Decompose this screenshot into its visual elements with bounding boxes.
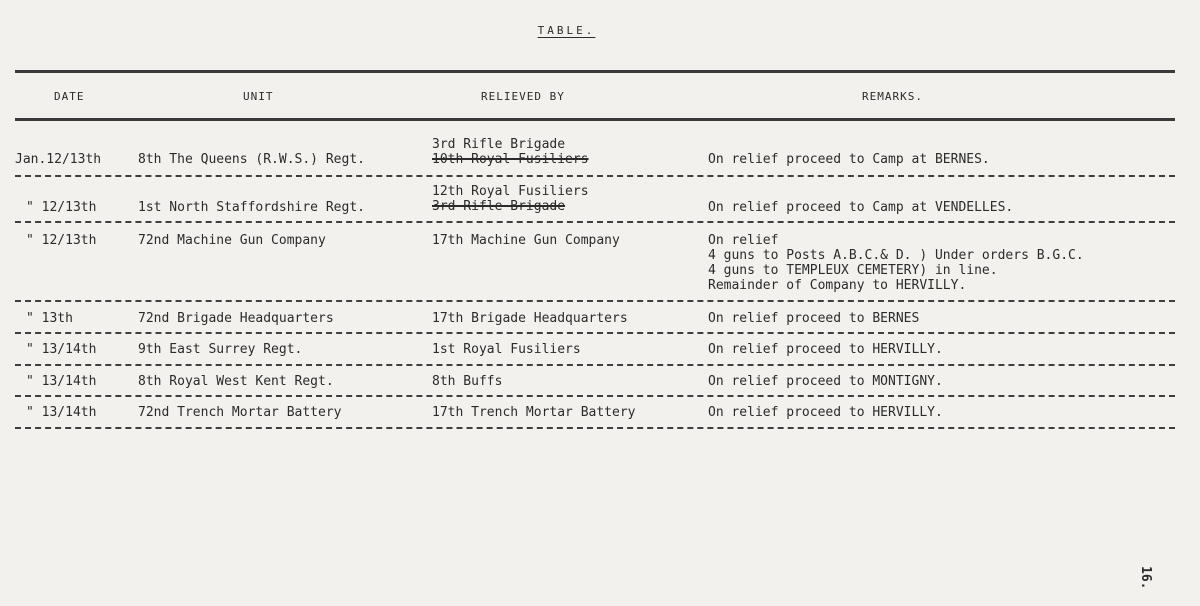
row-relieved-by-struck: 3rd Rifle Brigade xyxy=(432,199,566,214)
header-relieved-by: RELIEVED BY xyxy=(481,90,565,103)
row-divider xyxy=(15,364,1175,366)
row-remarks: On relief proceed to BERNES xyxy=(708,311,920,326)
row-date: " 13/14th xyxy=(26,374,97,389)
row-date: " 12/13th xyxy=(26,233,97,248)
row-divider xyxy=(15,300,1175,302)
row-divider xyxy=(15,427,1175,429)
row-unit: 72nd Brigade Headquarters xyxy=(138,311,334,326)
header-date: DATE xyxy=(54,90,85,103)
row-date: " 12/13th xyxy=(26,200,97,215)
top-rule xyxy=(15,70,1175,73)
row-remarks: On relief proceed to HERVILLY. xyxy=(708,405,943,420)
page-title: TABLE. xyxy=(537,24,596,37)
row-remarks: 4 guns to Posts A.B.C.& D. ) Under orders B.G.C. xyxy=(708,248,1084,263)
row-relieved-by: 12th Royal Fusiliers xyxy=(432,184,589,199)
header-unit: UNIT xyxy=(243,90,274,103)
row-unit: 72nd Machine Gun Company xyxy=(138,233,326,248)
row-relieved-by: 8th Buffs xyxy=(432,374,503,389)
page-number: 16. xyxy=(1138,566,1153,590)
row-divider xyxy=(15,221,1175,223)
row-remarks: On relief xyxy=(708,233,779,248)
row-remarks: On relief proceed to MONTIGNY. xyxy=(708,374,943,389)
row-remarks: On relief proceed to HERVILLY. xyxy=(708,342,943,357)
row-divider xyxy=(15,395,1175,397)
row-unit: 1st North Staffordshire Regt. xyxy=(138,200,365,215)
row-remarks: Remainder of Company to HERVILLY. xyxy=(708,278,967,293)
row-relieved-by: 3rd Rifle Brigade xyxy=(432,137,566,152)
row-remarks: 4 guns to TEMPLEUX CEMETERY) in line. xyxy=(708,263,998,278)
header-remarks: REMARKS. xyxy=(862,90,923,103)
row-unit: 9th East Surrey Regt. xyxy=(138,342,303,357)
row-remarks: On relief proceed to Camp at BERNES. xyxy=(708,152,990,167)
row-date: " 13/14th xyxy=(26,342,97,357)
row-relieved-by: 17th Brigade Headquarters xyxy=(432,311,628,326)
row-date: " 13th xyxy=(26,311,73,326)
row-divider xyxy=(15,332,1175,334)
row-date: Jan.12/13th xyxy=(15,152,102,167)
row-relieved-by-struck: 10th Royal Fusiliers xyxy=(432,152,589,167)
header-rule xyxy=(15,118,1175,121)
row-date: " 13/14th xyxy=(26,405,97,420)
row-relieved-by: 17th Machine Gun Company xyxy=(432,233,620,248)
row-unit: 8th Royal West Kent Regt. xyxy=(138,374,334,389)
row-relieved-by: 1st Royal Fusiliers xyxy=(432,342,581,357)
row-remarks: On relief proceed to Camp at VENDELLES. xyxy=(708,200,1014,215)
row-unit: 8th The Queens (R.W.S.) Regt. xyxy=(138,152,365,167)
row-divider xyxy=(15,175,1175,177)
row-unit: 72nd Trench Mortar Battery xyxy=(138,405,342,420)
row-relieved-by: 17th Trench Mortar Battery xyxy=(432,405,636,420)
